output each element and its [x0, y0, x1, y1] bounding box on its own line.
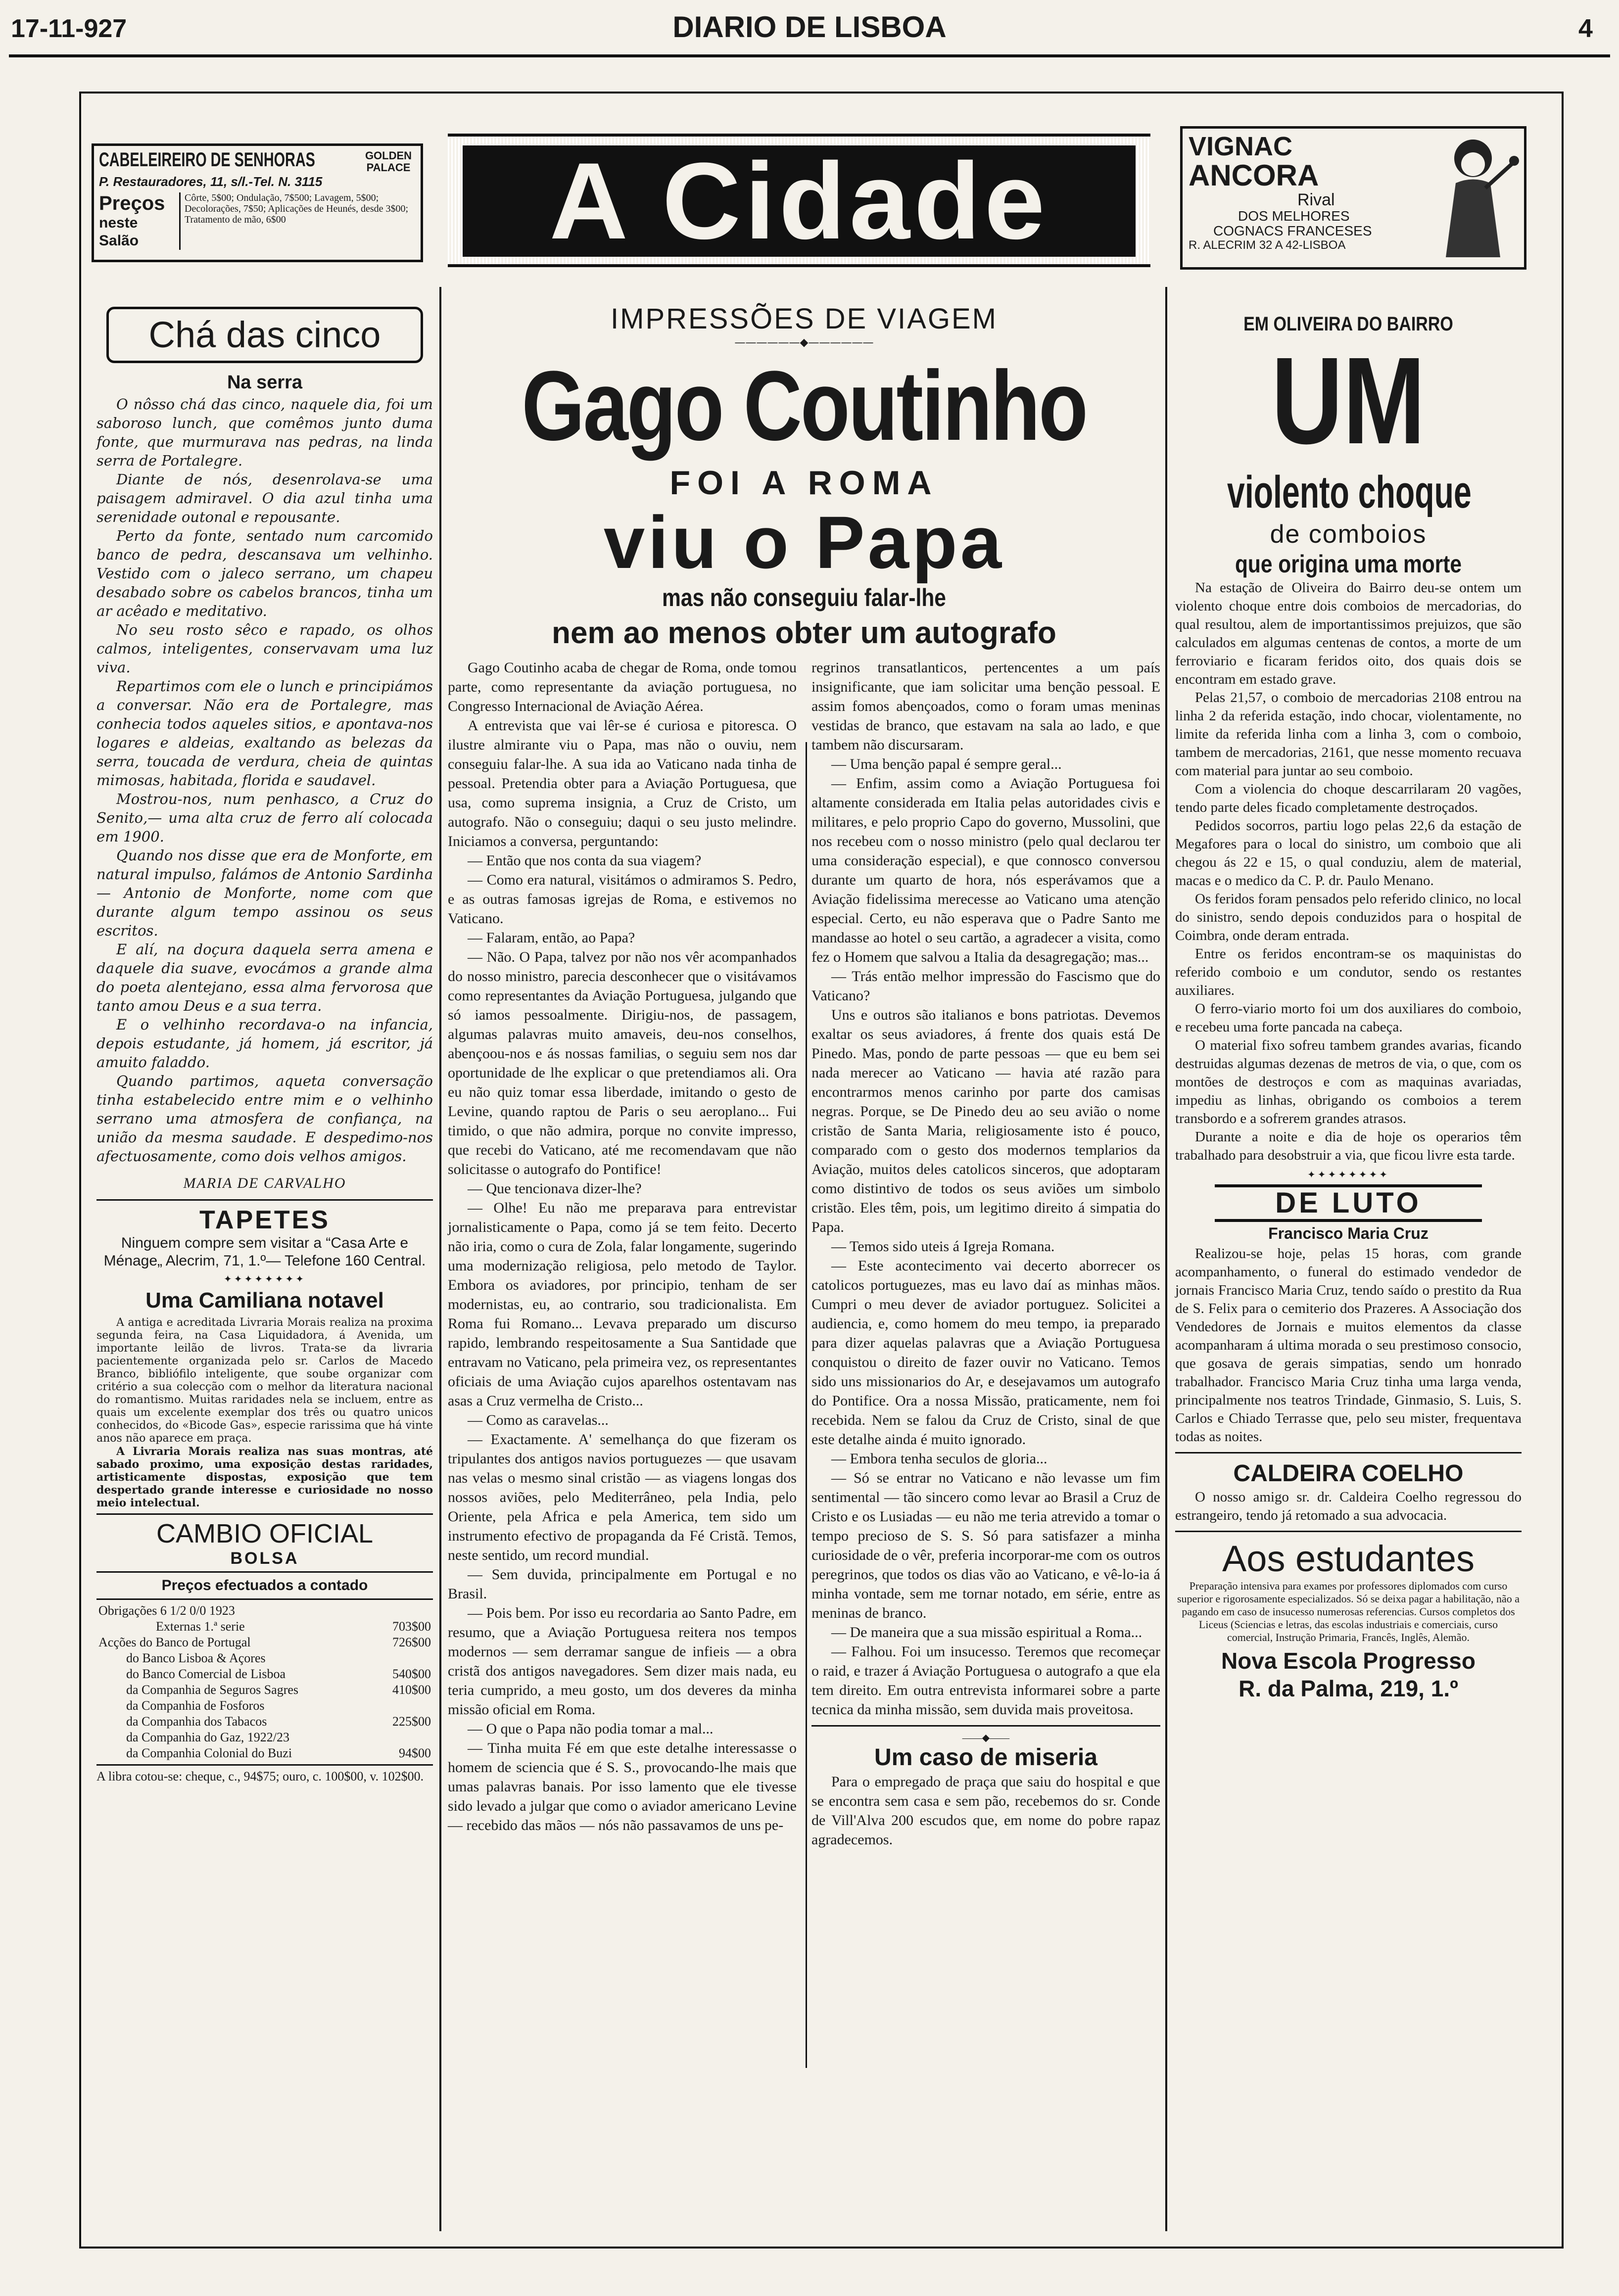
- divider: [811, 1725, 1160, 1727]
- rate-value: [375, 1730, 433, 1745]
- gago-paragraph: — Falaram, então, ao Papa?: [468, 930, 635, 946]
- tapetes-text: Ninguem compre sem visitar a “Casa Arte e Ménage„ Alecrim, 71, 1.º— Telefone 160 Central.: [103, 1235, 426, 1269]
- gago-paragraph: regrinos transatlanticos, pertencentes a um país insignificante, que iam solicitar uma benção pessoal. E assim fomos abençoados, como o foram umas meninas vestidas de branco, que estavam na sala ao lado, e que tambem não discursaram.: [811, 659, 1160, 753]
- gago-paragraph: — Como as caravelas...: [468, 1412, 609, 1428]
- gago-paragraph: A entrevista que vai lêr-se é curiosa e pitoresca. O ilustre almirante viu o Papa, mas não o ouviu, nem conseguiu falar-lhe. A sua ida ao Vaticano nada tinha de pessoal. Pretendia obter para a Aviação Portuguesa, que usa, como suprema insignia, a Cruz de Cristo, um autografo. Não o conseguiu; daqui o seu justo melindre. Iniciamos a conversa, perguntando:: [448, 717, 797, 849]
- estudantes-text: Preparação intensiva para exames por professores diplomados com curso superior e rigorosamente especializados. Só se deixa pagar a habilitação, não a pagando em caso de insucesso numerosas referencias. Cursos completos dos Liceus (Sciencias e letras, das escolas industriais e comerciais, curso comercial, Instrução Primaria, Francês, Inglês, Alemão.: [1177, 1580, 1520, 1643]
- masthead-rule: [9, 54, 1610, 57]
- rate-value: 94$00: [399, 1746, 431, 1760]
- rate-label: Obrigações 6 1/2 0/0 1923: [98, 1603, 235, 1618]
- table-row: [96, 1730, 433, 1745]
- gago-paragraph: — Este acontecimento vai decerto aborrecer os catolicos portuguezes, mas eu lavo daí as minhas mãos. Cumpri o meu dever de aviador portuguez. Solicitei a audiencia, e, como homem do meu tempo, ia preparado para dizer aquelas palavras que a Aviação Portuguesa conquistou o direito de fazer ouvir no Vaticano. Temos sido uns missionarios do Ar, e desejavamos um autografo do Pontifice. Ora a nossa Missão, praticamente, nem foi recebida. Nem se falou da Cruz de Cristo, sinal de que este detalhe ainda é muito ignorado.: [811, 1258, 1160, 1448]
- cha-heading-box: [106, 307, 423, 363]
- oliveira-paragraph: Os feridos foram pensados pelo referido clinico, no local do sinistro, sendo depois conduzidos para o hospital de Coimbra, onde deram entrada.: [1175, 891, 1522, 943]
- cha-paragraph: Mostrou-nos, num penhasco, a Cruz do Senito,— uma alta cruz de ferro alí colocada em 1900.: [96, 791, 433, 845]
- rate-value: [375, 1650, 433, 1666]
- a-cidade-title: A Cidade: [463, 145, 1136, 257]
- ad-golden-label-a: Preços: [99, 192, 165, 214]
- gago-paragraph: — Sem duvida, principalmente em Portugal e no Brasil.: [448, 1566, 797, 1602]
- luto-subheading: Francisco Maria Cruz: [1268, 1224, 1429, 1242]
- left-column: [96, 307, 433, 1784]
- rate-label: da Companhia de Seguros Sagres: [126, 1683, 299, 1697]
- gago-paragraph: — Como era natural, visitámos o admiramos S. Pedro, e as outras famosas igrejas de Roma, e estivemos no Vaticano.: [448, 872, 797, 927]
- page-number: 4: [1578, 14, 1593, 43]
- divider: [96, 1571, 433, 1573]
- rate-label: da Companhia Colonial do Buzi: [126, 1746, 292, 1760]
- ornament-divider: ✦✦✦✦✦✦✦✦: [223, 1273, 306, 1285]
- estudantes-address: R. da Palma, 219, 1.º: [1238, 1676, 1458, 1701]
- gago-deck1: FOI A ROMA: [669, 464, 939, 502]
- gago-paragraph: — Temos sido uteis á Igreja Romana.: [831, 1238, 1055, 1255]
- right-column: [1175, 312, 1522, 1702]
- caldeira-text: O nosso amigo sr. dr. Caldeira Coelho regressou do estrangeiro, tendo já retomado a sua advocacia.: [1175, 1489, 1522, 1523]
- cha-paragraph: Repartimos com ele o lunch e principiámos a conversar. Não era de Portalegre, mas conhecia todos aqueles sitios, e apontava-nos logares e aldeias, exaltando as belezas da serra, toucada de verdura, cheia de quintas mimosas, habitada, florida e saudavel.: [96, 678, 433, 789]
- gago-article: [448, 302, 1160, 1849]
- oliveira-paragraph: Pelas 21,57, o comboio de mercadorias 2108 entrou na linha 2 da referida estação, indo chocar, violentamente, no limite da referida linha com a linha 3, com o comboio, tambem de mercadorias, 2161, que nesse momento recuava com material para juntar ao seu comboio.: [1175, 690, 1522, 779]
- oliveira-kicker: EM OLIVEIRA DO BAIRRO: [1243, 313, 1453, 335]
- gago-paragraph: — Só se entrar no Vaticano e não levasse um fim sentimental — tão sincero como levar ao Brasil a Cruz de Cristo e os Lusiadas — eu não me teria atrevido a tomar o tempo precioso de S. S. Só para satisfazer a minha curiosidade de o vêr, preferia incorporar-me com os outros peregrinos, que todos os dias vão ao Vaticano, e vê-lo-ia á minha vontade, sem me tornar notado, em série, entre as meninas de branco.: [811, 1470, 1160, 1621]
- cha-paragraph: No seu rosto sêco e rapado, os olhos calmos, inteligentes, conservavam uma luz viva.: [96, 621, 433, 676]
- estudantes-heading: Aos estudantes: [1222, 1538, 1475, 1579]
- ad-golden-title: CABELEIREIRO DE SENHORAS: [99, 149, 315, 171]
- cha-paragraph: Quando partimos, aqueta conversação tinha estabelecido entre mim e o velhinho serrano uma atmosfera de confiança, na união da mesma saudade. E despedimo-nos afectuosamente, como dois velhos amigos.: [96, 1073, 433, 1165]
- ad-golden-palace: [92, 143, 423, 262]
- rate-label: do Banco Comercial de Lisboa: [126, 1667, 286, 1681]
- cha-paragraph: O nôsso chá das cinco, naquele dia, foi um saboroso lunch, que comêmos junto duma fonte, que murmurava nas pedras, na linda serra de Portalegre.: [96, 396, 433, 469]
- cha-heading: Chá das cinco: [148, 314, 381, 355]
- divider: [96, 1764, 433, 1766]
- gago-deck3: mas não conseguiu falar-lhe: [662, 584, 946, 611]
- divider: [96, 1598, 433, 1600]
- miseria-heading: Um caso de miseria: [874, 1744, 1097, 1771]
- rate-value: [375, 1603, 433, 1619]
- ad-vignac-line4: DOS MELHORES: [1238, 208, 1350, 224]
- camiliana-paragraph: A Livraria Morais realiza nas suas montras, até sabado proximo, uma exposição destas raridades, artisticamente dispostas, exposição que tem despertado grande interesse e curiosidade no nosso meio intelectual.: [96, 1445, 433, 1509]
- ornament-divider: ——◆——: [962, 1733, 1010, 1743]
- rate-value: 703$00: [392, 1619, 431, 1634]
- issue-date: 17-11-927: [11, 14, 127, 43]
- gago-paragraph: — Pois bem. Por isso eu recordaria ao Santo Padre, em resumo, que a Aviação Portuguesa reitera nos tempos modernos — sem derramar sangue de infieis — a obra cristã dos antigos navegadores. Sem dizer mais nada, eu teria cumprido, a meu gosto, um dos deveres da minha missão oficial em Roma.: [448, 1605, 797, 1718]
- oliveira-body: [1175, 579, 1522, 1165]
- gago-paragraph: — O que o Papa não podia tomar a mal...: [468, 1721, 714, 1737]
- table-row: [96, 1619, 433, 1635]
- table-row: [96, 1714, 433, 1730]
- oliveira-paragraph: O material fixo sofreu tambem grandes avarias, ficando destruidas algumas dezenas de metros de via, o que, com os montões de destroços e com as maquinas avariadas, impediu as linhas, obrigando os comboios a terem transbordo e a sofrerem grandes atrasos.: [1175, 1037, 1522, 1126]
- cambio-table: [96, 1603, 433, 1761]
- gago-column-2: [811, 658, 1160, 1849]
- gago-paragraph: — Não. O Papa, talvez por não nos vêr acompanhados do nosso ministro, parecia desconhecer que o visitávamos como representantes da Aviação Portuguesa, julgando que só iamos pessoalmente. Dirigiu-nos, de passagem, algumas palavras muito amaveis, deu-nos conselhos, abençoou-nos e ás nossas familias, o seguiu sem nos dar oportunidade de lhe explicar o que pretendiamos ali. Ora eu não quiz tomar essa liberdade, imitando o gesto de Levine, quando raptou de Paris o seu aeroplano... Fui timido, o que não admira, porque no convite impresso, que recebi do Vaticano, até me recomendavam que não solicitasse o autografo do Pontifice!: [448, 949, 797, 1177]
- cha-body: [96, 395, 433, 1166]
- camiliana-paragraph: A antiga e acreditada Livraria Morais realiza na proxima segunda feira, na Casa Liquidadora, á Avenida, um importante leilão de livros. Trata-se da livraria pacientemente organizada pelo sr. Carlos de Macedo Branco, bibliófilo inteligente, que soube organizar com critério a sua colecção com o melhor da literatura nacional do romantismo. Muitas raridades nela se incluem, entre as quais um excelente exemplar dos três ou quatro unicos conhecidos, do «Bicode Gas», especie rarissima que há vinte anos não aparece em praça.: [96, 1316, 433, 1445]
- cha-paragraph: E alí, na doçura daquela serra amena e daquele dia suave, evocámos a grande alma do poeta alentejano, essa alma fervorosa que tanto amou Deus e a sua terra.: [96, 941, 433, 1014]
- ad-vignac-line2: ANCORA: [1189, 159, 1319, 192]
- rate-value: [375, 1698, 433, 1714]
- rate-label: da Companhia de Fosforos: [126, 1698, 265, 1713]
- oliveira-paragraph: O ferro-viario morto foi um dos auxiliares do comboio, e recebeu uma forte pancada na cabeça.: [1175, 1001, 1522, 1035]
- gago-deck2: viu o Papa: [603, 501, 1005, 584]
- rate-label: da Companhia dos Tabacos: [126, 1714, 267, 1729]
- gago-kicker: IMPRESSÕES DE VIAGEM: [611, 303, 998, 335]
- rate-label: do Banco Lisboa & Açores: [126, 1651, 266, 1665]
- luto-heading: DE LUTO: [1215, 1184, 1482, 1222]
- camiliana-heading: Uma Camiliana notavel: [145, 1288, 384, 1312]
- tapetes-heading: TAPETES: [199, 1206, 330, 1234]
- cha-paragraph: Perto da fonte, sentado num carcomido banco de pedra, descansava um velhinho. Vestido com o jaleco serrano, um chapeu desabado sobre os cabelos brancos, tinha um ar acêado e meditativo.: [96, 527, 433, 619]
- rate-label: Acções do Banco de Portugal: [98, 1635, 251, 1649]
- oliveira-deck1: violento choque: [1227, 467, 1472, 517]
- gago-headline: Gago Coutinho: [522, 351, 1087, 461]
- oliveira-paragraph: Com a violencia do choque descarrilaram 20 vagões, tendo parte deles ficado completamente destroçados.: [1175, 781, 1522, 815]
- table-row: [96, 1682, 433, 1698]
- rate-value: 410$00: [392, 1683, 431, 1697]
- ad-vignac-line3: Rival: [1297, 190, 1335, 209]
- ad-vignac-line5: COGNACS FRANCESES: [1213, 223, 1372, 238]
- gago-paragraph: Gago Coutinho acaba de chegar de Roma, onde tomou parte, como representante da aviação portuguesa, no Congresso Internacional de Aviação Aérea.: [448, 659, 797, 714]
- oliveira-deck3: que origina uma morte: [1235, 550, 1462, 578]
- table-row: [96, 1745, 433, 1761]
- divider: [1175, 1531, 1522, 1532]
- ad-vignac: [1180, 126, 1526, 270]
- column-rule-2: [1165, 287, 1167, 2231]
- gago-paragraph: — De maneira que a sua missão espiritual a Roma...: [831, 1624, 1143, 1640]
- ad-vignac-line1: VIGNAC: [1189, 132, 1293, 161]
- caldeira-heading: CALDEIRA COELHO: [1233, 1460, 1464, 1487]
- oliveira-paragraph: Durante a noite e dia de hoje os operarios têm trabalhado para desobstruir a via, que ficou livre esta tarde.: [1175, 1129, 1522, 1163]
- cha-signature: MARIA DE CARVALHO: [183, 1175, 346, 1191]
- divider: [1175, 1452, 1522, 1453]
- gago-column-1: [448, 658, 797, 1849]
- oliveira-headline: UM: [1271, 331, 1426, 469]
- cha-paragraph: Quando nos disse que era de Monforte, em natural impulso, falámos de Antonio Sardinha — Antonio de Monforte, nome com que durante algum tempo assinou os seus escritos.: [96, 847, 433, 939]
- table-row: [96, 1603, 433, 1619]
- gago-paragraph: Uns e outros são italianos e bons patriotas. Devemos exaltar os seus aviadores, á frente dos quais está De Pinedo. Mas, pondo de parte pessoas — que eu bem sei nada merecer ao Vaticano — havia até razão para encontrarmos menos carinho por parte dos camisas negras. Porque, se De Pinedo deu ao seu avião o nome cristão de Santa Maria, religiosamente isto é pouco, comparado com o gesto dos modernos templarios da Aviação, muitos deles catolicos sinceros, que adoptaram como distintivo de todos os seus aviões um simbolo cristão. Eles têm, pois, um legitimo direito á simpatia do Papa.: [811, 1007, 1160, 1235]
- a-cidade-banner: [448, 134, 1150, 267]
- gago-deck4: nem ao menos obter um autografo: [552, 616, 1056, 650]
- gago-paragraph: — Olhe! Eu não me preparava para entrevistar jornalisticamente o Papa, como já se tem feito. Decerto não iria, como o cura de Zola, falar longamente, sugerindo uma modernização religiosa, pelo metodo de Taylor. Embora os aviadores, por principio, tenham de ser modernistas, eu, ao contrario, sou tradicionalista. Em Roma fui Romano... Levava preparado um discurso rapido, lembrando respeitosamente a Sua Santidade que entravam no Vaticano, pela primeira vez, os representantes oficiais de uma Aviação cujos aparelhos ostentavam nas asas a Cruz vermelha de Cristo...: [448, 1200, 797, 1409]
- rate-value: 225$00: [392, 1714, 431, 1729]
- column-rule-1: [439, 287, 441, 2231]
- miseria-text: Para o empregado de praça que saiu do hospital e que se encontra sem casa e sem pão, recebemos do sr. Conde de Vill'Alva 200 escudos que, em nome do pobre rapaz agradecemos.: [811, 1774, 1160, 1848]
- camiliana-body: [96, 1316, 433, 1509]
- ornament-divider: ——————◆——————: [734, 336, 874, 349]
- ad-golden-label-b: neste Salão: [99, 215, 139, 249]
- cha-paragraph: Diante de nós, desenrolava-se uma paisagem admiravel. O dia azul tinha uma serenidade outonal e repousante.: [96, 471, 433, 525]
- oliveira-paragraph: Pedidos socorros, partiu logo pelas 22,6 da estação de Megafores para o local do sinistro, um comboio que ali chegou ás 22 e 15, o qual conduziu, alem de material, macas e o medico da C. P. dr. Paulo Menano.: [1175, 818, 1522, 889]
- cambio-table-title: Preços efectuados a contado: [161, 1577, 368, 1593]
- luto-text: Realizou-se hoje, pelas 15 horas, com grande acompanhamento, o funeral do estimado vendedor de jornais Francisco Maria Cruz, tendo saído o prestito da Rua de S. Felix para o cemiterio dos Prazeres. A Associação dos Vendedores de Jornais e muitos elementos da classe acompanharam á ultima morada o seu prestimoso consocio, que gosava de gerais simpatias, sendo um honrado trabalhador. Francisco Maria Cruz tinha uma larga venda, principalmente nos teatros Trindade, Ginmasio, S. Luis, S. Carlos e Chiado Terrasse que, pelo seu mister, frequentava todas as noites.: [1175, 1246, 1522, 1445]
- ornament-divider: ✦✦✦✦✦✦✦✦: [1307, 1169, 1390, 1180]
- divider: [96, 1199, 433, 1201]
- gago-paragraph: — Embora tenha seculos de gloria...: [831, 1451, 1048, 1467]
- table-row: [96, 1650, 433, 1666]
- gago-paragraph: — Exactamente. A' semelhança do que fizeram os tripulantes dos antigos navios portuguezes — que usavam nas velas o mesmo sinal cristão — as viagens longas dos nossos aviões, pelo Mediterrâneo, pela India, pelo Oriente, pela Africa e pela America, tem sido um instrumento efectivo de propaganda da Fé Cristã. Temos, neste sentido, um record mundial.: [448, 1431, 797, 1563]
- gago-paragraph: — Tinha muita Fé em que este detalhe interessasse o homem de sciencia que é S. S., provocando-lhe mais que umas palavras banais. Por isso lamento que ele tivesse sido levado a julgar que como o aviador americano Levine — recebido das mãos — nós não passavamos de uns pe-: [448, 1740, 797, 1833]
- woman-figure-icon: [1426, 134, 1520, 262]
- ad-golden-address: P. Restauradores, 11, s/l.-Tel. N. 3115: [99, 174, 323, 189]
- oliveira-deck2: de comboios: [1270, 520, 1427, 549]
- table-row: [96, 1698, 433, 1714]
- rate-value: 540$00: [392, 1667, 431, 1681]
- gago-paragraph: — Falhou. Foi um insucesso. Teremos que recomeçar o raid, e trazer á Aviação Portuguesa o autografo a que ela tem direito. Em outra entrevista informarei sobre a parte tecnica da minha missão, sem duvida mais proveitosa.: [811, 1643, 1160, 1718]
- rate-value: 726$00: [392, 1635, 431, 1649]
- cha-subheading: Na serra: [227, 372, 303, 393]
- gago-paragraph: — Uma benção papal é sempre geral...: [831, 756, 1062, 772]
- table-row: [96, 1666, 433, 1682]
- gago-paragraph: — Trás então melhor impressão do Fascismo que do Vaticano?: [811, 968, 1160, 1004]
- gago-paragraph: — Que tencionava dizer-lhe?: [468, 1180, 642, 1197]
- cambio-heading: CAMBIO OFICIAL: [156, 1519, 374, 1548]
- oliveira-paragraph: Na estação de Oliveira do Bairro deu-se ontem um violento choque entre dois comboios de mercadorias, do qual resultou, alem de importantissimos prejuizos, que são calculados em algumas centenas de contos, a morte de um ferroviario e ficaram feridos oito, dos quais dois se encontram em estado grave.: [1175, 580, 1522, 687]
- ad-golden-prices: Côrte, 5$00; Ondulação, 7$500; Lavagem, 5$00; Decolorações, 7$50; Aplicações de Heunés, desde 3$00; Tratamento de mão, 6$00: [179, 192, 416, 250]
- ad-vignac-address: R. ALECRIM 32 A 42-LISBOA: [1189, 238, 1346, 252]
- divider: [96, 1513, 433, 1515]
- cambio-footer: A libra cotou-se: cheque, c., 94$75; ouro, c. 100$00, v. 102$00.: [96, 1769, 424, 1783]
- cha-paragraph: E o velhinho recordava-o na infancia, depois estudante, já homem, já escritor, já amuito faladdo.: [96, 1016, 433, 1071]
- oliveira-paragraph: Entre os feridos encontram-se os maquinistas do referido comboio e um condutor, sendo os restantes auxiliares.: [1175, 946, 1522, 998]
- gago-paragraph: — Enfim, assim como a Aviação Portuguesa foi altamente considerada em Italia pelas autoridades civis e militares, e pelo proprio Capo do governo, Mussolini, que nos recebeu com o nosso ministro (pelo qual declarou ter uma consideração especial), e que connosco conversou durante um quarto de hora, nós esperávamos que a Aviação fidelissima merecesse ao Vaticano uma atenção especial. Certo, eu não esperava que o Padre Santo me mandasse ao hotel o seu cartão, a agradecer a visita, como fez o Homem que salvou a Italia da desagregação; mas...: [811, 775, 1160, 965]
- ad-golden-brand: GOLDEN PALACE: [365, 149, 412, 174]
- estudantes-school: Nova Escola Progresso: [1221, 1648, 1476, 1674]
- table-row: [96, 1635, 433, 1650]
- paper-name: DIARIO DE LISBOA: [672, 10, 947, 44]
- gago-paragraph: — Então que nos conta da sua viagem?: [468, 852, 702, 869]
- rate-label: Externas 1.ª serie: [156, 1619, 245, 1634]
- cambio-subheading: BOLSA: [230, 1549, 299, 1568]
- rate-label: da Companhia do Gaz, 1922/23: [126, 1730, 289, 1744]
